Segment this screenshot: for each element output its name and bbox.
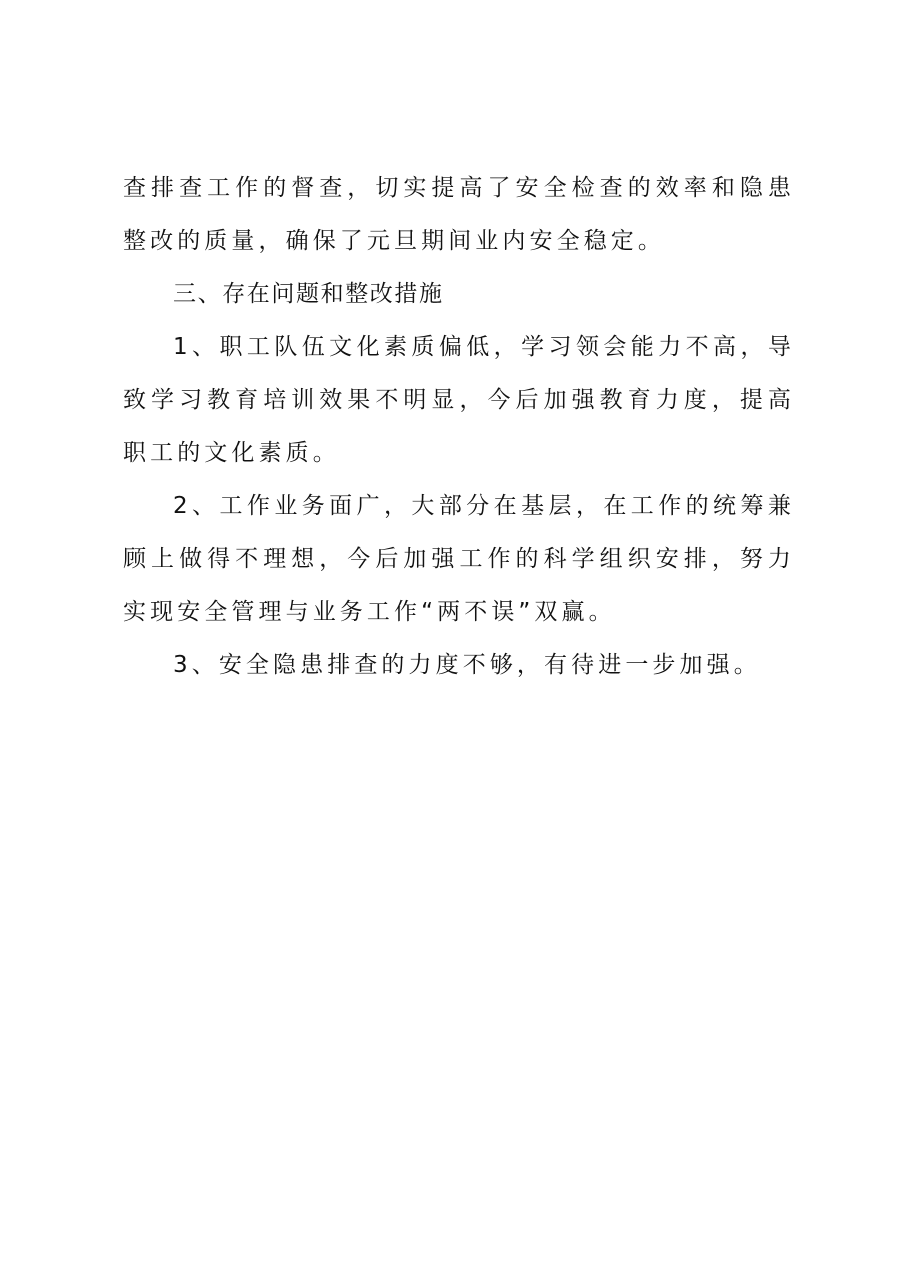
list-item-3: 3、安全隐患排查的力度不够，有待进一步加强。 <box>173 652 761 678</box>
section-heading: 三、存在问题和整改措施 <box>173 281 444 307</box>
list-item-2: 2、工作业务面广，大部分在基层，在工作的统筹兼顾上做得不理想，今后加强工作的科学组织安排，努力实现安全管理与业务工作“两不误”双赢。 <box>123 493 795 625</box>
list-item-1: 1、职工队伍文化素质偏低，学习领会能力不高，导致学习教育培训效果不明显，今后加强教育力度，提高职工的文化素质。 <box>123 334 795 466</box>
continuation-paragraph: 查排查工作的督查，切实提高了安全检查的效率和隐患整改的质量，确保了元旦期间业内安全稳定。 <box>123 175 795 254</box>
document-body <box>123 162 795 692</box>
